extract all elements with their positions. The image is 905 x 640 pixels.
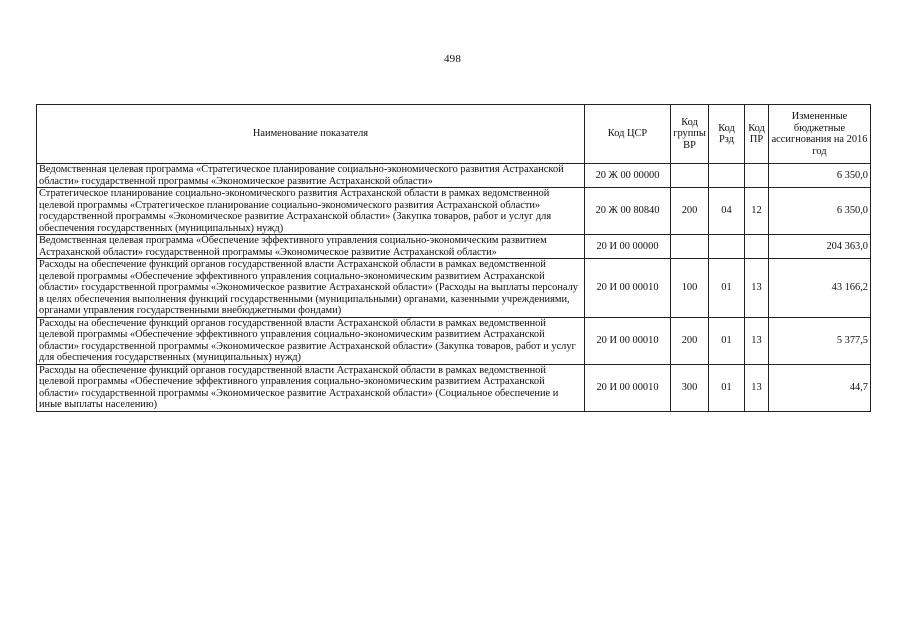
table-row bbox=[37, 364, 871, 411]
header-csr: Код ЦСР bbox=[585, 105, 671, 164]
row-name: Расходы на обеспечение функций органов государственной власти Астраханской области в рамках ведомственной целевой программы «Обеспечение эффективного управления социально-экономическим развитием Астраханской области» государственной программы «Экономическое развитие Астраханской области» (Расходы на выплаты персоналу в целях обеспечения выполнения функций государственными (муниципальными) органами, казенными учреждениями, органами управления государственными внебюджетными фондами) bbox=[37, 259, 585, 318]
row-rzd: 01 bbox=[709, 317, 745, 364]
row-name: Расходы на обеспечение функций органов государственной власти Астраханской области в рамках ведомственной целевой программы «Обеспечение эффективного управления социально-экономическим развитием Астраханской области» государственной программы «Экономическое развитие Астраханской области» (Закупка товаров, работ и услуг для обеспечения государственных (муниципальных) нужд) bbox=[37, 317, 585, 364]
header-vr: Код группы ВР bbox=[671, 105, 709, 164]
table-row bbox=[37, 317, 871, 364]
budget-table bbox=[36, 104, 871, 412]
row-amount: 204 363,0 bbox=[769, 235, 871, 259]
header-amount: Измененные бюджетные ассигнования на 2016 год bbox=[769, 105, 871, 164]
row-rzd bbox=[709, 164, 745, 188]
header-pr: Код ПР bbox=[745, 105, 769, 164]
row-name: Ведомственная целевая программа «Обеспечение эффективного управления социально-экономическим развитием Астраханской области» государственной программы «Экономическое развитие Астраханской области» bbox=[37, 235, 585, 259]
row-vr: 300 bbox=[671, 364, 709, 411]
row-amount: 6 350,0 bbox=[769, 188, 871, 235]
row-csr: 20 Ж 00 00000 bbox=[585, 164, 671, 188]
row-pr bbox=[745, 235, 769, 259]
row-amount: 43 166,2 bbox=[769, 259, 871, 318]
page-number: 498 bbox=[443, 53, 462, 65]
row-vr: 200 bbox=[671, 317, 709, 364]
row-vr: 200 bbox=[671, 188, 709, 235]
header-name: Наименование показателя bbox=[37, 105, 585, 164]
row-rzd: 01 bbox=[709, 364, 745, 411]
row-pr: 13 bbox=[745, 364, 769, 411]
table-row bbox=[37, 164, 871, 188]
row-name: Расходы на обеспечение функций органов государственной власти Астраханской области в рамках ведомственной целевой программы «Обеспечение эффективного управления социально-экономическим развитием Астраханской области» государственной программы «Экономическое развитие Астраханской области» (Социальное обеспечение и иные выплаты населению) bbox=[37, 364, 585, 411]
row-vr bbox=[671, 235, 709, 259]
row-vr bbox=[671, 164, 709, 188]
row-amount: 44,7 bbox=[769, 364, 871, 411]
row-csr: 20 И 00 00000 bbox=[585, 235, 671, 259]
row-name: Ведомственная целевая программа «Стратегическое планирование социально-экономического развития Астраханской области» государственной программы «Экономическое развитие Астраханской области» bbox=[37, 164, 585, 188]
table-header-row bbox=[37, 105, 871, 164]
row-rzd: 04 bbox=[709, 188, 745, 235]
table-row bbox=[37, 235, 871, 259]
row-pr: 13 bbox=[745, 317, 769, 364]
row-vr: 100 bbox=[671, 259, 709, 318]
table-row bbox=[37, 188, 871, 235]
row-amount: 5 377,5 bbox=[769, 317, 871, 364]
row-pr: 12 bbox=[745, 188, 769, 235]
row-csr: 20 И 00 00010 bbox=[585, 317, 671, 364]
row-rzd bbox=[709, 235, 745, 259]
row-amount: 6 350,0 bbox=[769, 164, 871, 188]
row-name: Стратегическое планирование социально-экономического развития Астраханской области в рамках ведомственной целевой программы «Стратегическое планирование социально-экономического развития Астраханской области» государственной программы «Экономическое развитие Астраханской области» (Закупка товаров, работ и услуг для обеспечения государственных (муниципальных) нужд) bbox=[37, 188, 585, 235]
header-rzd: Код Рзд bbox=[709, 105, 745, 164]
row-rzd: 01 bbox=[709, 259, 745, 318]
row-csr: 20 Ж 00 80840 bbox=[585, 188, 671, 235]
row-csr: 20 И 00 00010 bbox=[585, 364, 671, 411]
row-pr bbox=[745, 164, 769, 188]
table-row bbox=[37, 259, 871, 318]
row-csr: 20 И 00 00010 bbox=[585, 259, 671, 318]
row-pr: 13 bbox=[745, 259, 769, 318]
